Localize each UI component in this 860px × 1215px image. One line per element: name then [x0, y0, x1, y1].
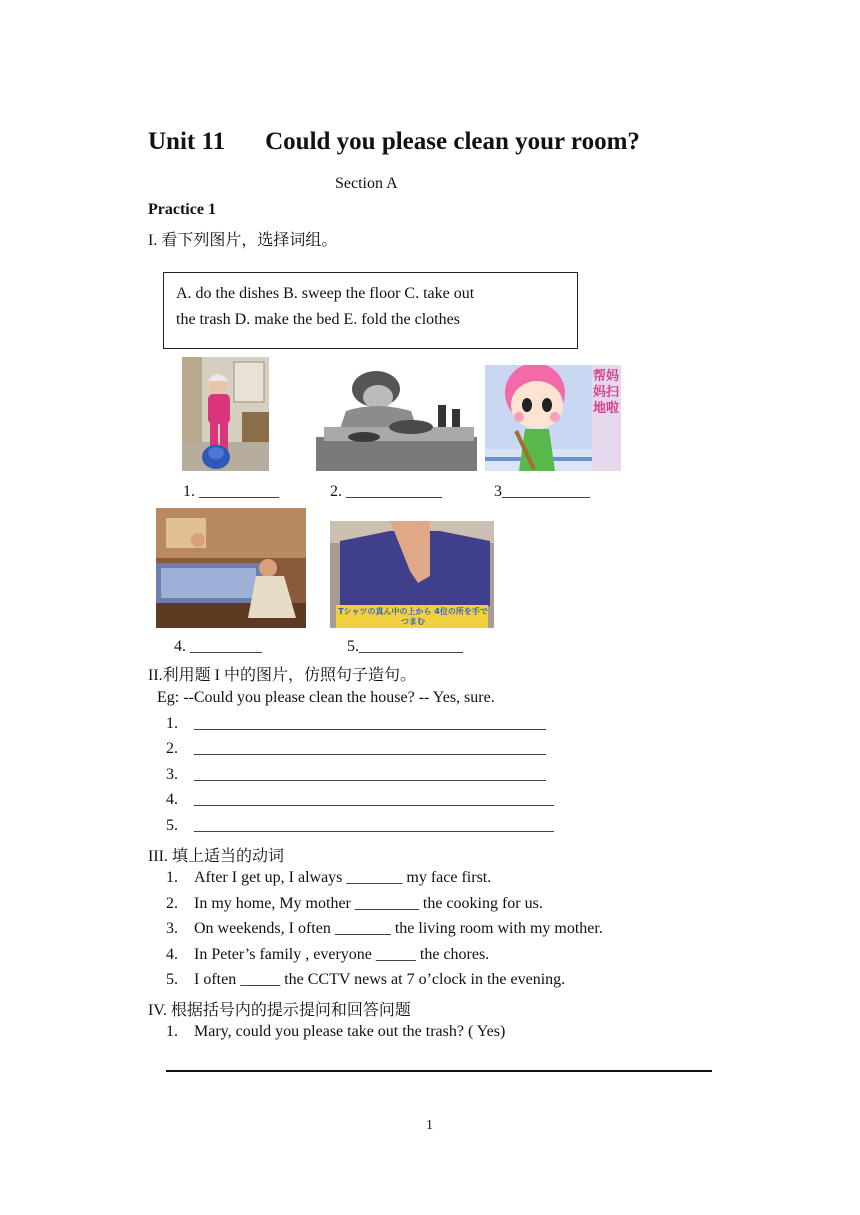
choices-line-2: the trash D. make the bed E. fold the clothes: [176, 311, 460, 328]
part2-example: Eg: --Could you please clean the house? -- Yes, sure.: [157, 689, 495, 706]
part2-item-4: 4. _____________________________________________: [166, 791, 554, 808]
part2-item-3: 3. ____________________________________________: [166, 766, 546, 783]
page-title: [148, 128, 640, 156]
picture-cartoon-sweeping: [485, 365, 621, 471]
part2-heading: II.利用题 I 中的图片，仿照句子造句。: [148, 667, 416, 684]
answer-line[interactable]: ____________________________________________: [194, 766, 546, 783]
part3-item-5: 5. I often _____ the CCTV news at 7 o’clock in the evening.: [166, 971, 566, 988]
part3-item-2: 2. In my home, My mother ________ the cooking for us.: [166, 895, 543, 912]
title-text: Could you please clean your room?: [265, 128, 640, 155]
picture-girl-with-bag: [182, 357, 269, 471]
part3-heading: III. 填上适当的动词: [148, 848, 284, 865]
part2-item-2: 2. ____________________________________________: [166, 740, 546, 757]
answer-label-2: 2. ____________: [330, 483, 442, 500]
answer-label-3: 3___________: [494, 483, 590, 500]
part4-item-1: 1. Mary, could you please take out the trash? ( Yes): [166, 1023, 506, 1040]
picture5-caption: Tシャツの真ん中の上から 4位の所を手でつまむ: [338, 607, 488, 626]
answer-line[interactable]: ____________________________________________: [194, 740, 546, 757]
choices-box: [163, 272, 578, 349]
part3-item-1: 1. After I get up, I always _______ my face first.: [166, 869, 492, 886]
part4-heading: IV. 根据括号内的提示提问和回答问题: [148, 1002, 411, 1019]
picture-folding-clothes: [330, 521, 494, 628]
choices-line-1: A. do the dishes B. sweep the floor C. take out: [176, 285, 475, 302]
section-label: Section A: [335, 175, 398, 192]
picture-washing-dishes: [316, 371, 477, 471]
part2-item-1: 1. ____________________________________________: [166, 715, 546, 732]
answer-line[interactable]: ____________________________________________: [194, 715, 546, 732]
answer-line[interactable]: _____________________________________________: [194, 817, 554, 834]
picture3-caption: 帮妈妈扫地啦: [593, 369, 620, 416]
answer-label-1: 1. __________: [183, 483, 279, 500]
part1-heading: I. 看下列图片，选择词组。: [148, 232, 338, 249]
page-number: 1: [426, 1118, 433, 1133]
answer-rule[interactable]: [166, 1070, 712, 1072]
practice-heading: Practice 1: [148, 201, 216, 218]
answer-label-4: 4. _________: [174, 638, 262, 655]
picture-making-bed: [156, 508, 306, 628]
answer-label-5: 5._____________: [347, 638, 463, 655]
part2-item-5: 5. _____________________________________________: [166, 817, 554, 834]
answer-line[interactable]: _____________________________________________: [194, 791, 554, 808]
part3-item-4: 4. In Peter’s family , everyone _____ the chores.: [166, 946, 490, 963]
unit-label: Unit 11: [148, 128, 226, 155]
part3-item-3: 3. On weekends, I often _______ the living room with my mother.: [166, 920, 603, 937]
